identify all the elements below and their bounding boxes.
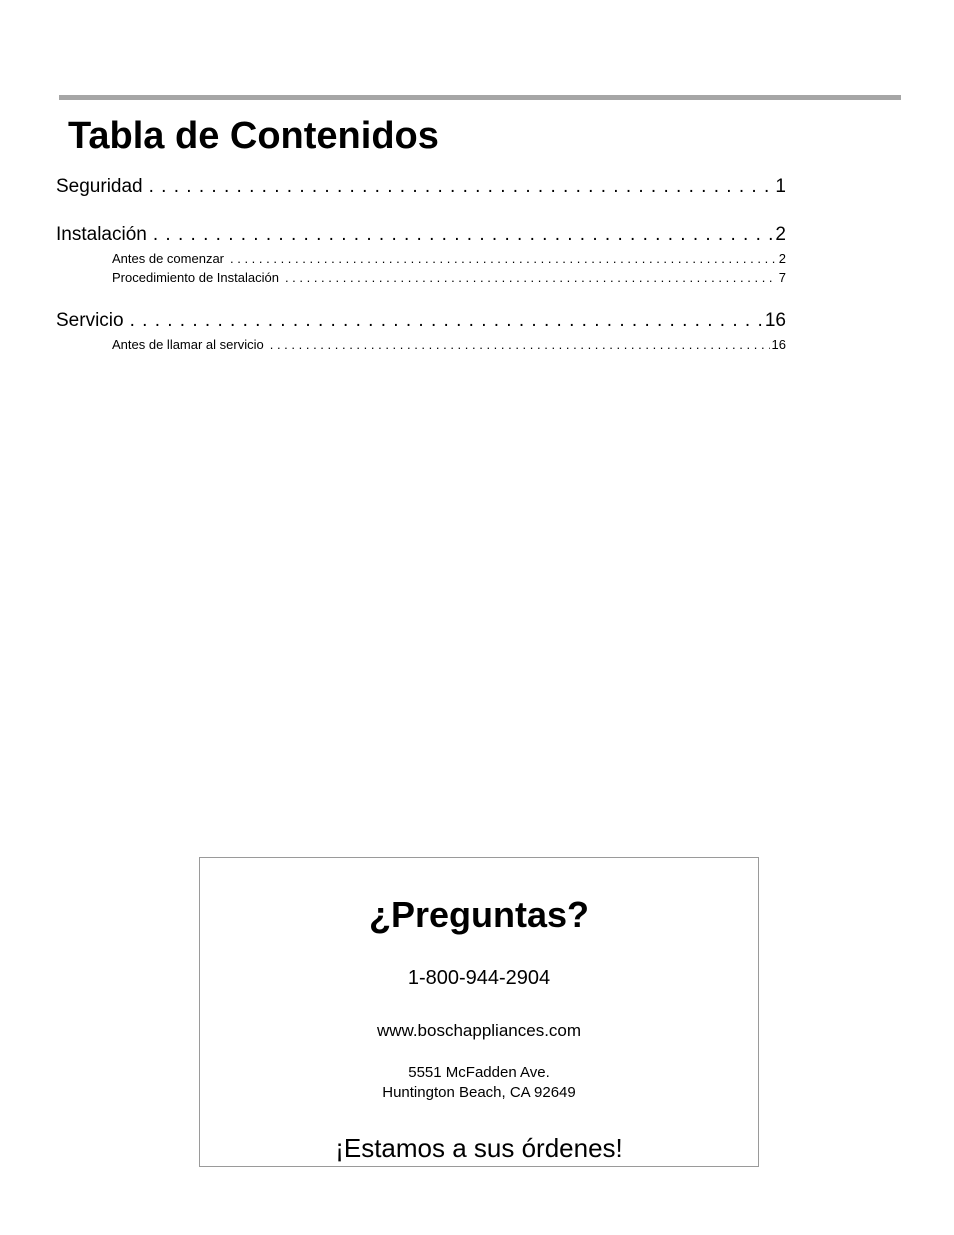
- toc-entry-page: 16: [764, 310, 786, 331]
- toc-entry-label: Instalación: [56, 224, 147, 245]
- toc-subentry-page: 2: [778, 251, 786, 266]
- contact-slogan: ¡Estamos a sus órdenes!: [335, 1133, 623, 1163]
- toc-subentry-antes-de-comenzar[interactable]: [112, 250, 786, 268]
- toc-leader-dots: [230, 250, 777, 268]
- toc-entry-label: Seguridad: [56, 176, 143, 197]
- toc-entry-seguridad[interactable]: [56, 174, 786, 200]
- toc-leader-dots: [130, 308, 763, 334]
- contact-address-line2: Huntington Beach, CA 92649: [382, 1084, 576, 1101]
- contact-address-line1: 5551 McFadden Ave.: [408, 1064, 550, 1081]
- contact-phone[interactable]: 1-800-944-2904: [407, 967, 551, 989]
- page-title: Tabla de Contenidos: [68, 115, 439, 157]
- top-rule: [59, 95, 901, 100]
- toc-subentry-label: Antes de comenzar: [112, 251, 225, 266]
- toc-subentry-procedimiento-de-instalacion[interactable]: [112, 269, 786, 287]
- contact-title: ¿Preguntas?: [368, 894, 590, 935]
- toc-subentry-page: 7: [778, 270, 786, 285]
- toc-entry-page: 2: [775, 224, 786, 245]
- toc-subentry-page: 16: [771, 337, 786, 352]
- toc-entry-servicio[interactable]: [56, 308, 786, 334]
- toc-leader-dots: [149, 174, 774, 200]
- toc-leader-dots: [153, 222, 774, 248]
- contact-website[interactable]: www.boschappliances.com: [376, 1021, 582, 1040]
- toc-leader-dots: [270, 336, 770, 354]
- toc-subentry-label: Antes de llamar al servicio: [112, 337, 264, 352]
- toc-subentry-antes-de-llamar-al-servicio[interactable]: [112, 336, 786, 354]
- toc-entry-instalacion[interactable]: [56, 222, 786, 248]
- toc-entry-page: 1: [775, 176, 786, 197]
- toc-leader-dots: [285, 269, 777, 287]
- toc-entry-label: Servicio: [56, 310, 124, 331]
- toc-subentry-label: Procedimiento de Instalación: [112, 270, 279, 285]
- contact-box: [199, 857, 759, 1167]
